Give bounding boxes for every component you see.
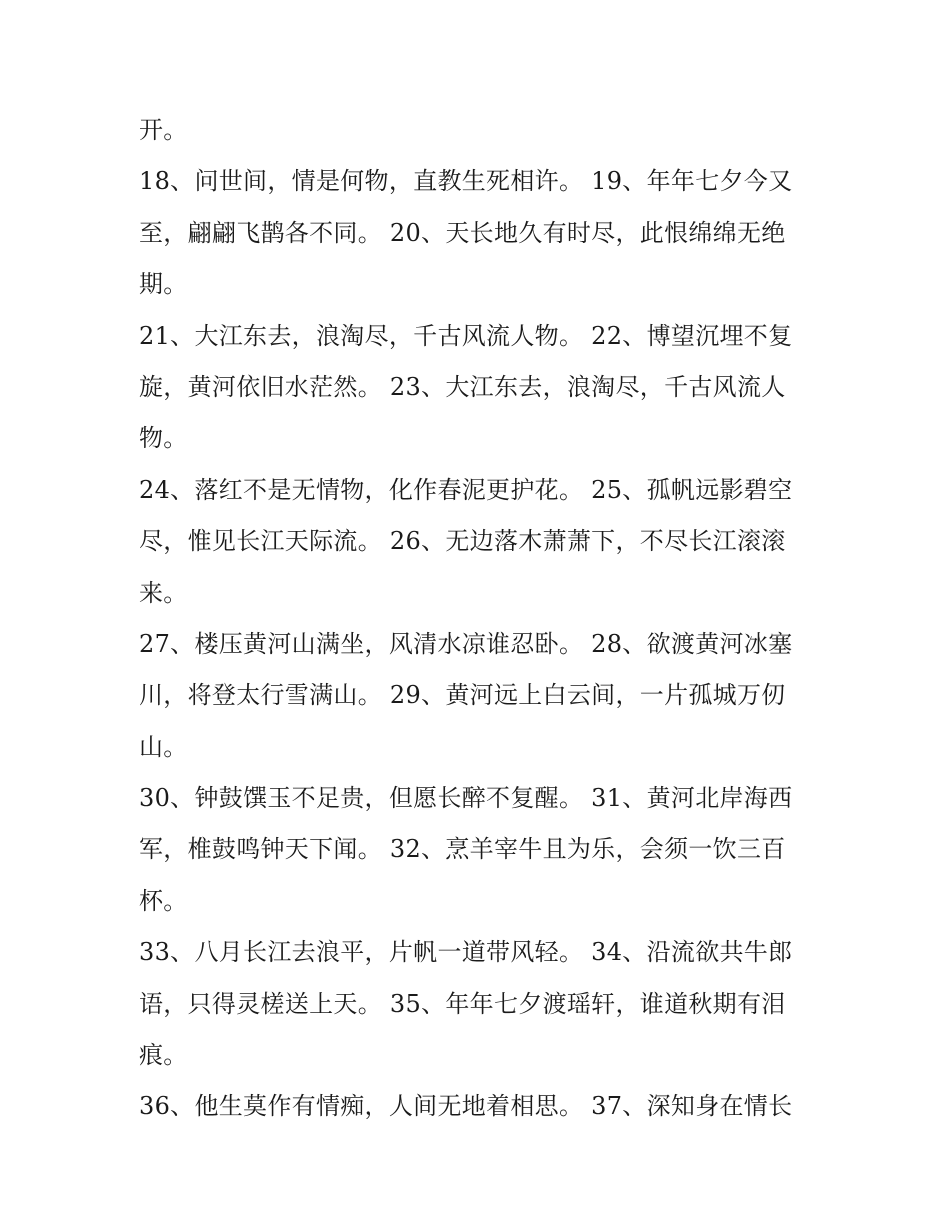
text-line: 27、楼压黄河山满坐，风清水凉谁忍卧。 28、欲渡黄河冰塞 [139,629,793,658]
text-line: 期。 [139,270,188,299]
text-line: 30、钟鼓馔玉不足贵，但愿长醉不复醒。 31、黄河北岸海西 [139,784,793,813]
text-line: 杯。 [139,886,188,915]
text-line: 尽，惟见长江天际流。 26、无边落木萧萧下，不尽长江滚滚 [139,527,786,556]
text-line: 21、大江东去，浪淘尽，千古风流人物。 22、博望沉埋不复 [139,321,793,350]
text-line: 川，将登太行雪满山。 29、黄河远上白云间，一片孤城万仞 [139,681,786,710]
text-line: 18、问世间，情是何物，直教生死相许。 19、年年七夕今又 [139,167,793,196]
text-line: 物。 [139,424,188,453]
document-body [139,105,799,1133]
text-line: 开。 [139,116,188,144]
text-line: 24、落红不是无情物，化作春泥更护花。 25、孤帆远影碧空 [139,475,793,504]
text-line: 旋，黄河依旧水茫然。 23、大江东去，浪淘尽，千古风流人 [139,372,786,401]
text-line: 山。 [139,732,188,761]
text-line: 痕。 [139,1041,188,1070]
text-line: 军，椎鼓鸣钟天下闻。 32、烹羊宰牛且为乐，会须一饮三百 [139,835,786,864]
text-line: 33、八月长江去浪平，片帆一道带风轻。 34、沿流欲共牛郎 [139,938,793,967]
text-line: 来。 [139,578,188,607]
text-line: 语，只得灵槎送上天。 35、年年七夕渡瑶轩，谁道秋期有泪 [139,989,786,1018]
text-line: 至，翩翩飞鹊各不同。 20、天长地久有时尽，此恨绵绵无绝 [139,218,786,247]
text-line: 36、他生莫作有情痴，人间无地着相思。 37、深知身在情长 [139,1092,793,1121]
